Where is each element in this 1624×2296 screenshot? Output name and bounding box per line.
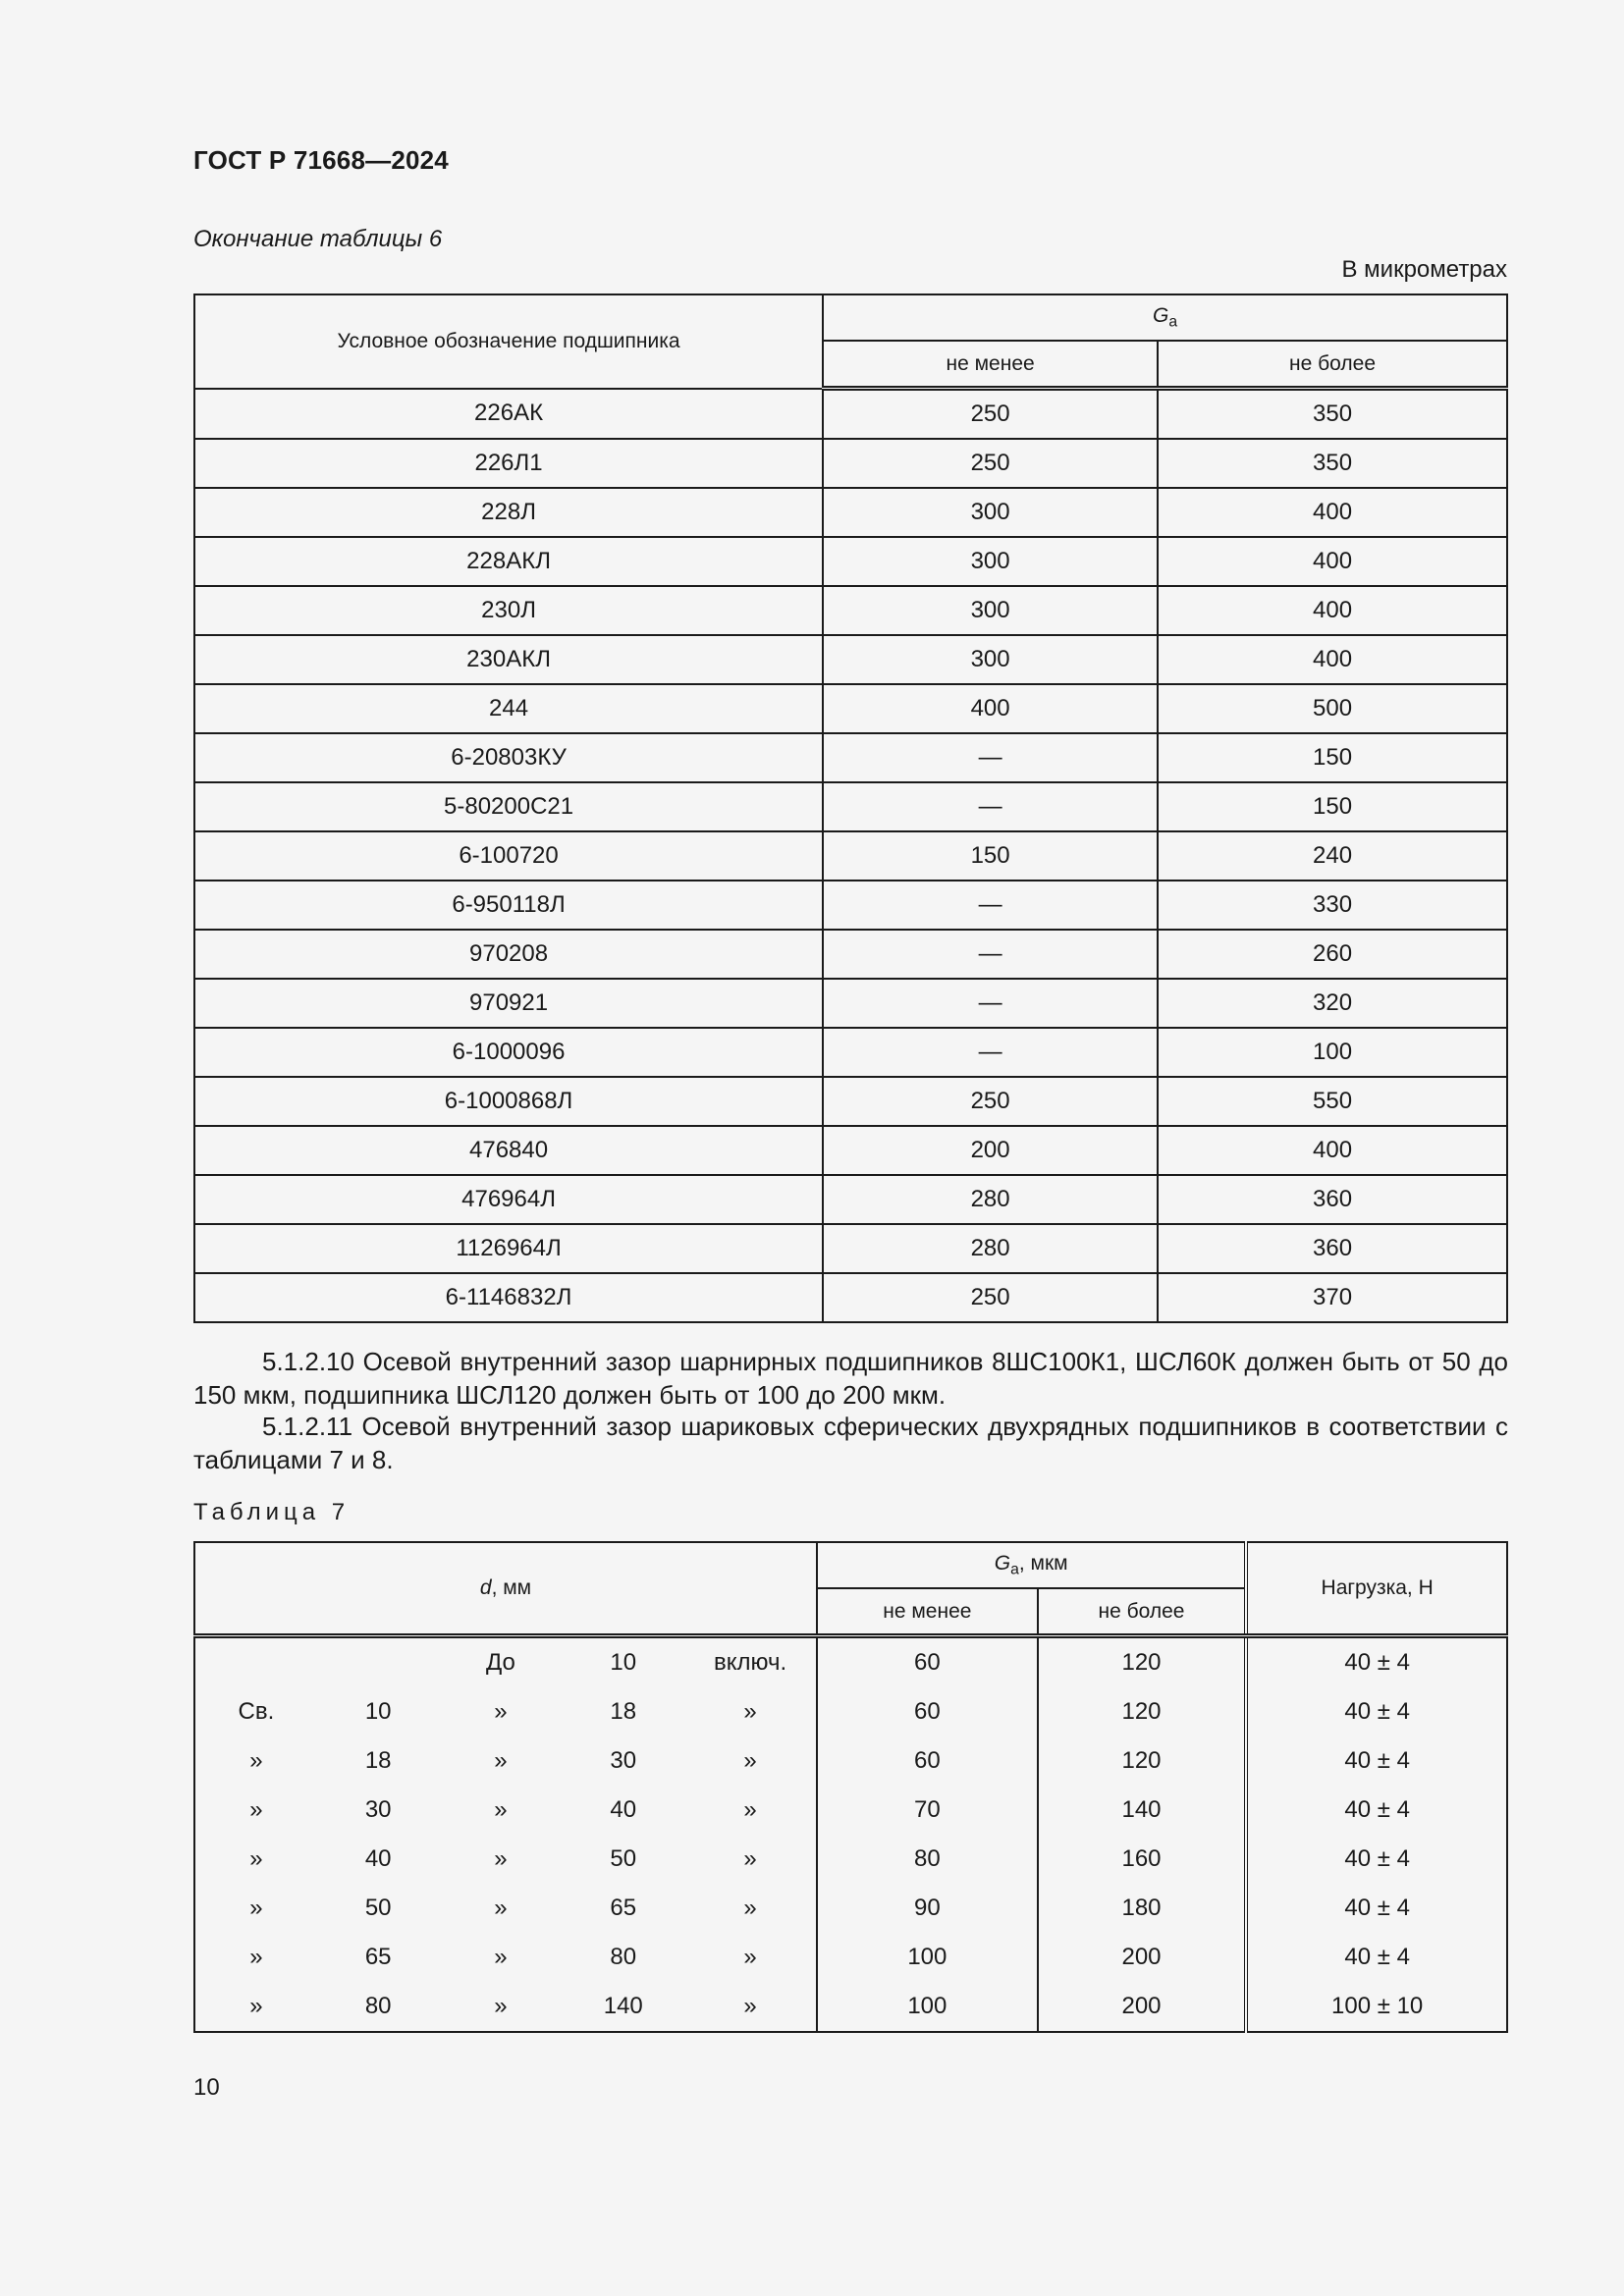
cell-min: 80 [817,1835,1038,1884]
col-header-ga [817,1542,1246,1588]
units-note: В микрометрах [1341,256,1507,283]
cell-min: 300 [823,586,1158,635]
cell-name: 228АКЛ [194,537,823,586]
cell-c1: » [249,1845,263,1872]
table-row [194,389,1507,440]
paragraph-5-1-2-10 [193,1345,1508,1412]
table-row [194,881,1507,930]
col-header-min: не менее [817,1588,1038,1636]
cell-c4: 30 [610,1747,637,1774]
cell-min: — [823,733,1158,782]
table-row [194,1786,1507,1835]
cell-min: 300 [823,537,1158,586]
cell-c5: » [743,1845,757,1872]
cell-name: 226Л1 [194,439,823,488]
cell-c2: 65 [364,1944,392,1970]
table-row [194,1636,1507,1688]
table-6-body [194,389,1507,1323]
cell-name: 1126964Л [194,1224,823,1273]
paragraph-text: 5.1.2.11 Осевой внутренний зазор шариковых сферических двухрядных подшипников в соответствии с таблицами 7 и 8. [193,1412,1508,1474]
cell-max: 350 [1158,439,1507,488]
cell-name: 6-1000868Л [194,1077,823,1126]
cell-c1: » [249,1993,263,2019]
table-6-continuation-caption: Окончание таблицы 6 [193,226,443,252]
cell-c2: 50 [364,1895,392,1921]
table-row [194,1077,1507,1126]
cell-c5: включ. [714,1649,787,1676]
cell-max: 200 [1038,1982,1247,2032]
cell-min: 300 [823,635,1158,684]
col-header-ga [823,294,1507,341]
cell-name: 6-1000096 [194,1028,823,1077]
page-number: 10 [193,2074,220,2101]
cell-max: 100 [1158,1028,1507,1077]
cell-max: 150 [1158,782,1507,831]
cell-min: 100 [817,1933,1038,1982]
cell-name: 6-20803КУ [194,733,823,782]
cell-max: 400 [1158,488,1507,537]
cell-min: 70 [817,1786,1038,1835]
cell-min: 400 [823,684,1158,733]
cell-max: 200 [1038,1933,1247,1982]
cell-max: 400 [1158,586,1507,635]
ga-unit: , мкм [1018,1551,1068,1575]
cell-c3: До [486,1649,515,1676]
cell-load: 40 ± 4 [1246,1687,1507,1736]
col-header-max: не более [1158,341,1507,389]
paragraph-text: 5.1.2.10 Осевой внутренний зазор шарнирных подшипников 8ШС100К1, ШСЛ60К должен быть от 50 до 150 мкм, подшипника ШСЛ120 должен быть от 100 до 200 мкм. [193,1347,1508,1410]
table-row [194,439,1507,488]
cell-max: 330 [1158,881,1507,930]
cell-c2: 10 [364,1698,392,1725]
cell-c3: » [494,1845,508,1872]
table-7 [193,1541,1508,2033]
cell-c2: 80 [364,1993,392,2019]
table-row [194,1835,1507,1884]
table-row [194,1175,1507,1224]
cell-min: — [823,930,1158,979]
cell-max: 360 [1158,1224,1507,1273]
cell-min: — [823,1028,1158,1077]
ga-subscript: a [1168,313,1178,331]
cell-c3: » [494,1895,508,1921]
paragraph-5-1-2-11 [193,1410,1508,1476]
ga-symbol: G [1153,303,1169,327]
table-7-body [194,1636,1507,2033]
cell-c5: » [743,1895,757,1921]
cell-load: 40 ± 4 [1246,1786,1507,1835]
cell-min: 250 [823,389,1158,440]
cell-c4: 40 [610,1796,637,1823]
cell-c4: 80 [610,1944,637,1970]
cell-max: 360 [1158,1175,1507,1224]
cell-c5: » [743,1796,757,1823]
col-header-load: Нагрузка, Н [1246,1542,1507,1636]
cell-min: 150 [823,831,1158,881]
cell-load: 40 ± 4 [1246,1835,1507,1884]
cell-c5: » [743,1944,757,1970]
cell-min: — [823,881,1158,930]
table-row [194,1982,1507,2032]
cell-min: 60 [817,1687,1038,1736]
cell-name: 476964Л [194,1175,823,1224]
table-row [194,1126,1507,1175]
cell-name: 5-80200С21 [194,782,823,831]
table-row [194,1687,1507,1736]
table-row [194,684,1507,733]
cell-c2: 40 [364,1845,392,1872]
cell-c3: » [494,1993,508,2019]
cell-max: 120 [1038,1687,1247,1736]
cell-max: 320 [1158,979,1507,1028]
cell-min: 60 [817,1736,1038,1786]
cell-max: 120 [1038,1736,1247,1786]
cell-load: 40 ± 4 [1246,1933,1507,1982]
cell-name: 230Л [194,586,823,635]
cell-c3: » [494,1698,508,1725]
col-header-min: не менее [823,341,1158,389]
table-row [194,635,1507,684]
table-row [194,930,1507,979]
cell-min: 200 [823,1126,1158,1175]
table-row [194,1028,1507,1077]
cell-min: 250 [823,1077,1158,1126]
cell-c4: 50 [610,1845,637,1872]
cell-max: 240 [1158,831,1507,881]
cell-max: 370 [1158,1273,1507,1322]
cell-min: — [823,782,1158,831]
cell-name: 970208 [194,930,823,979]
d-symbol: d [479,1576,492,1599]
cell-min: 280 [823,1224,1158,1273]
cell-c5: » [743,1698,757,1725]
cell-name: 6-950118Л [194,881,823,930]
cell-min: 90 [817,1884,1038,1933]
cell-c2: 18 [364,1747,392,1774]
cell-c1: » [249,1944,263,1970]
table-row [194,1933,1507,1982]
table-row [194,1224,1507,1273]
cell-c1: » [249,1895,263,1921]
cell-max: 400 [1158,1126,1507,1175]
table-7-caption: Таблица 7 [193,1499,351,1525]
cell-c1: Св. [238,1698,275,1725]
cell-name: 226АК [194,389,823,440]
cell-load: 40 ± 4 [1246,1636,1507,1688]
ga-subscript: a [1010,1561,1019,1578]
cell-name: 476840 [194,1126,823,1175]
document-code: ГОСТ Р 71668—2024 [193,145,449,175]
cell-max: 400 [1158,537,1507,586]
table-row [194,537,1507,586]
cell-name: 244 [194,684,823,733]
d-unit: , мм [491,1576,532,1599]
cell-max: 260 [1158,930,1507,979]
cell-max: 350 [1158,389,1507,440]
table-row [194,979,1507,1028]
cell-max: 550 [1158,1077,1507,1126]
cell-min: 60 [817,1636,1038,1688]
table-row [194,782,1507,831]
cell-c4: 18 [610,1698,637,1725]
cell-load: 40 ± 4 [1246,1884,1507,1933]
cell-max: 150 [1158,733,1507,782]
cell-max: 140 [1038,1786,1247,1835]
cell-c3: » [494,1796,508,1823]
cell-name: 6-100720 [194,831,823,881]
cell-c2 [317,1636,440,1688]
cell-c4: 65 [610,1895,637,1921]
cell-c5: » [743,1747,757,1774]
cell-load: 100 ± 10 [1246,1982,1507,2032]
table-6 [193,294,1508,1323]
cell-max: 500 [1158,684,1507,733]
table-row [194,831,1507,881]
cell-name: 228Л [194,488,823,537]
cell-c1 [194,1636,317,1688]
cell-c3: » [494,1747,508,1774]
cell-max: 400 [1158,635,1507,684]
cell-max: 180 [1038,1884,1247,1933]
col-header-designation: Условное обозначение подшипника [194,294,823,389]
cell-name: 6-1146832Л [194,1273,823,1322]
cell-c1: » [249,1747,263,1774]
table-row [194,1884,1507,1933]
table-row [194,1736,1507,1786]
table-row [194,1273,1507,1322]
cell-c1: » [249,1796,263,1823]
cell-min: 300 [823,488,1158,537]
cell-c2: 30 [364,1796,392,1823]
col-header-max: не более [1038,1588,1247,1636]
table-row [194,488,1507,537]
cell-c3: » [494,1944,508,1970]
cell-min: 250 [823,439,1158,488]
cell-load: 40 ± 4 [1246,1736,1507,1786]
cell-c4: 140 [603,1993,643,2019]
cell-c4: 10 [610,1649,637,1676]
cell-min: — [823,979,1158,1028]
cell-name: 970921 [194,979,823,1028]
table-row [194,586,1507,635]
col-header-d [194,1542,817,1636]
cell-max: 120 [1038,1636,1247,1688]
table-row [194,733,1507,782]
ga-symbol: G [994,1551,1011,1575]
cell-c5: » [743,1993,757,2019]
cell-min: 250 [823,1273,1158,1322]
cell-min: 280 [823,1175,1158,1224]
cell-name: 230АКЛ [194,635,823,684]
cell-max: 160 [1038,1835,1247,1884]
cell-min: 100 [817,1982,1038,2032]
